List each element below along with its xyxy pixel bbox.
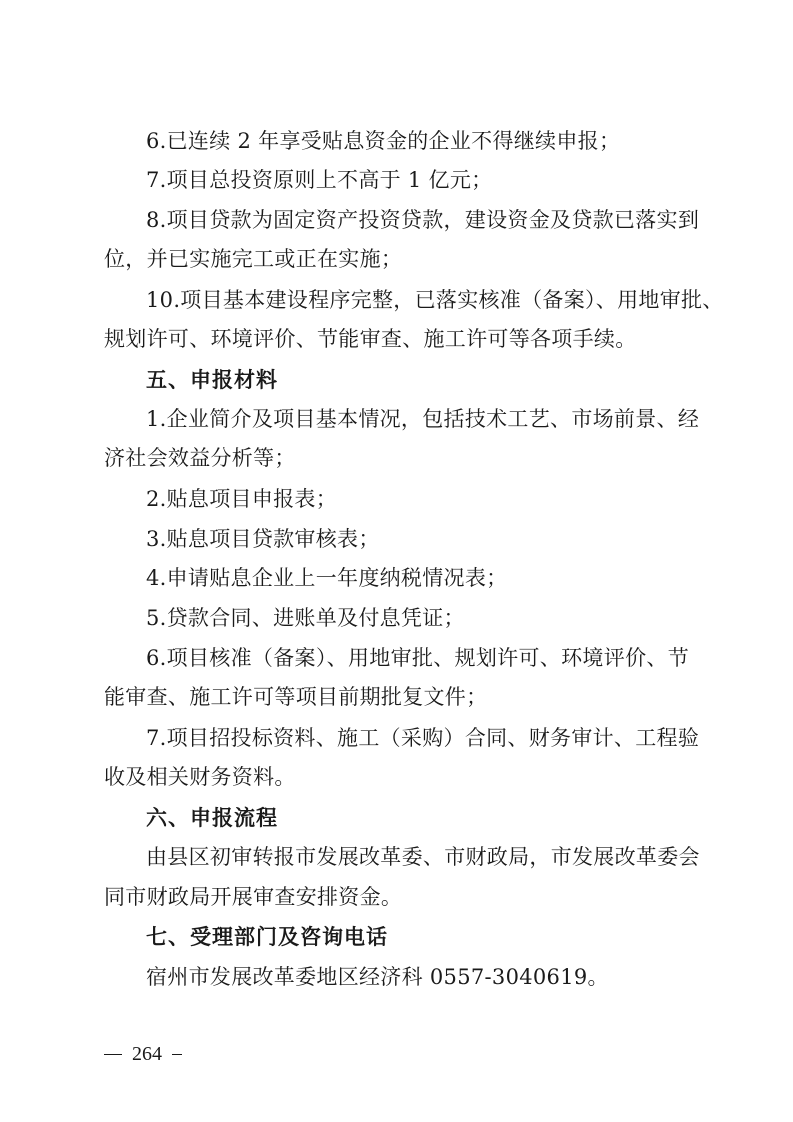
material-item-1-line2: 济社会效益分析等； [104,446,296,470]
page-footer [104,1040,182,1068]
condition-item-10-line1: 10.项目基本建设程序完整，已落实核准（备案）、用地审批、 [146,288,724,312]
condition-item-10-line2: 规划许可、环境评价、节能审查、施工许可等各项手续。 [104,327,637,351]
material-item-1-line1: 1.企业简介及项目基本情况，包括技术工艺、市场前景、经 [146,407,700,431]
material-item-3: 3.贴息项目贷款审核表； [146,527,380,551]
contact-line: 宿州市发展改革委地区经济科 0557-3040619。 [146,965,609,989]
condition-item-8-line2: 位，并已实施完工或正在实施； [104,247,403,271]
footer-dash-right [172,1054,182,1055]
material-item-6-line2: 能审查、施工许可等项目前期批复文件； [104,685,488,709]
material-item-5: 5.贷款合同、进账单及付息凭证； [146,606,465,630]
section-heading-materials: 五、申报材料 [146,368,278,392]
material-item-7-line1: 7.项目招投标资料、施工（采购）合同、财务审计、工程验 [146,726,700,750]
material-item-7-line2: 收及相关财务资料。 [104,765,296,789]
footer-dash-left [104,1054,122,1055]
material-item-4: 4.申请贴息企业上一年度纳税情况表； [146,566,508,590]
process-line2: 同市财政局开展审查安排资金。 [104,885,403,909]
material-item-2: 2.贴息项目申报表； [146,487,338,511]
condition-item-7: 7.项目总投资原则上不高于 1 亿元； [146,168,493,192]
page-number: 264 [132,1043,162,1065]
process-line1: 由县区初审转报市发展改革委、市财政局，市发展改革委会 [146,845,700,869]
condition-item-8-line1: 8.项目贷款为固定资产投资贷款，建设资金及贷款已落实到 [146,208,700,232]
section-heading-contact: 七、受理部门及咨询电话 [146,925,388,949]
material-item-6-line1: 6.项目核准（备案）、用地审批、规划许可、环境评价、节 [146,646,689,670]
condition-item-6: 6.已连续 2 年享受贴息资金的企业不得继续申报； [146,129,621,153]
section-heading-process: 六、申报流程 [146,806,278,830]
